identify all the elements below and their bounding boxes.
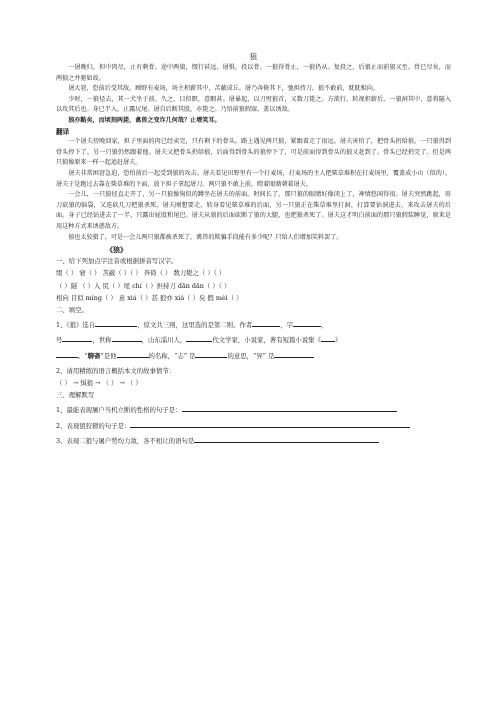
fill-text: 号 (56, 336, 63, 345)
answer-blank[interactable] (112, 334, 142, 342)
fill-text: ，世称 (92, 336, 112, 345)
translation-text (56, 137, 451, 243)
answer-blank[interactable] (117, 350, 149, 358)
section-heading: 一、给下列加点字注音或根据拼音写汉字。 (56, 257, 178, 266)
exercise-section-3 (56, 389, 451, 447)
exercise-section-2 (56, 304, 451, 389)
fill-text: 的名称，“志” 是 (148, 351, 196, 360)
document-title: 狼 (249, 52, 258, 61)
fill-text: 1、《狼》选自 (56, 321, 96, 330)
arrow-icon: → (95, 378, 101, 387)
fill-line (56, 334, 451, 346)
fill-text: 。“ (78, 351, 88, 360)
question-text: 3、表现二狼与屠户势均力敌，各不相让的语句是 (56, 436, 195, 445)
translation-paragraph: 一个屠夫傍晚回家，担子里面的肉已经卖完，只有剩下的骨头。路上遇见两只狼，紧跟着走了很远。屠夫害怕了，把骨头扔给狼。一只狼得到骨头停下了。另一只狼仍然跟着他。屠夫又把骨头扔给狼，后面得到骨头的狼停下了，可是前面得到骨头的狼又赶到了。骨头已经扔完了。但是两只狼像原来一样一起追赶屠夫。 (56, 138, 451, 167)
arrow-icon: → (72, 378, 79, 387)
fill-line (56, 319, 451, 331)
question-text: 2、表现狼狡猾的句子是： (56, 421, 131, 430)
pinyin-row: 相向 目似 míng（ ） 意 xiá（ ）甚 狼亦 xiá（ ）矣 假 mèi（ ） (56, 293, 243, 302)
fill-text: ”是他 (100, 351, 117, 360)
answer-blank[interactable] (95, 319, 137, 327)
arrow-icon: → (119, 378, 125, 387)
question-line (56, 420, 451, 432)
plot-sequence (56, 377, 451, 389)
translation-paragraph: 一会儿，一只狼径直走开了，另一只狼像狗似的蹲坐在屠夫的前面。时间长了，那只狼的眼睛好像闭上了，神情悠闲得很。屠夫突然跳起，用刀砍狼的脑袋，又连砍几刀把狼杀死。屠夫刚想要走，转身看见柴草堆的后面，另一只狼正在柴草堆里打洞，打算要钻洞进去，来攻击屠夫的后面。身子已经钻进去了一半，只露出屁股和尾巴。屠夫从狼的后面砍断了狼的大腿，也把狼杀死了。屠夫这才明白前面的那只狼假装睡觉，原来是用这种方式来诱惑敌方。 (56, 191, 451, 230)
pinyin-row: （ ）隧 （ ）入 尻（ ）尾 chí（ ）担持刀 dān dān（ ）（ ） (56, 281, 231, 290)
translation-paragraph: 狼也太狡猾了，可是一会儿两只狼都被杀死了，禽兽的欺骗手段能有多少呢？只给人们增加笑料罢了。 (68, 233, 343, 241)
answer-blank[interactable] (62, 334, 92, 342)
answer-blank[interactable] (321, 334, 335, 342)
answer-blank[interactable] (274, 350, 314, 358)
exercise-title: 《狼》 (106, 245, 127, 255)
fill-text: 代文学家，小说家，著有短篇小说集《 (212, 336, 321, 345)
original-text (56, 63, 451, 127)
answer-blank[interactable] (195, 350, 227, 358)
fill-text: ，山东淄川人， (141, 336, 187, 345)
translation-paragraph: 屠夫非常困窘急迫，恐怕前后一起受到狼的攻击。屠夫看见田野里有一个打麦场，打麦场的主人把柴草堆积在打麦场里，覆盖成小山（似的）。屠夫于是跑过去靠在柴草堆的下面，放下担子拿起屠刀。两只狼不敢上前，瞪着眼睛朝着屠夫。 (56, 169, 451, 188)
translation-label: 翻译 (56, 127, 70, 136)
section-heading: 二、填空。 (56, 305, 88, 314)
plot-question: 2、请用精练的语言概括本文的故事情节： (56, 366, 176, 375)
exercise-section-1 (56, 255, 451, 304)
fill-text: 的意思，“异” 是 (227, 351, 275, 360)
pinyin-row: 缀（ ） 窘（ ） 苫蔽（ ）（ ） 奔倚（ ） 数刀毙之（ ）（ ） (56, 269, 226, 278)
plot-step: 惧狼 (80, 378, 94, 387)
answer-blank[interactable] (130, 420, 410, 428)
plot-blank[interactable]: （ ） (102, 378, 118, 387)
answer-blank[interactable] (182, 404, 397, 412)
answer-blank[interactable] (194, 435, 379, 443)
question-line (56, 435, 451, 447)
original-paragraph: 一屠晚归，担中肉尽，止有剩骨。途中两狼，缀行甚远。屠惧，投以骨。一狼得骨止，一狼仍从。复投之，后狼止而前狼又至。骨已尽矣，而两狼之并驱如故。 (56, 64, 451, 82)
question-text: 1、最能表现屠户当机立断的性格的句子是： (56, 406, 182, 415)
fill-text: 》 (334, 336, 342, 345)
answer-blank[interactable] (56, 350, 78, 358)
original-paragraph-conclusion: 狼亦黠矣，而顷刻两毙，禽兽之变诈几何哉？止增笑耳。 (68, 116, 221, 124)
fill-text: ，原文共三则，这里选的是第二则。作者 (137, 321, 253, 330)
original-paragraph: 屠大窘，恐前后受其敌。顾野有麦场，场主积薪其中，苫蔽成丘。屠乃奔倚其下，弛担持刀。狼不敢前，眈眈相向。 (68, 85, 379, 93)
answer-blank[interactable] (252, 319, 280, 327)
fill-text: ，字 (280, 321, 294, 330)
section-heading: 三、理解默写 (56, 391, 95, 400)
original-paragraph: 少时，一狼径去，其一犬坐于前。久之，目似瞑，意暇甚。屠暴起，以刀劈狼首，又数刀毙之。方欲行，转视积薪后，一狼洞其中，意将隧入以攻其后也。身已半入，止露尻尾。屠自后断其股，亦毙之。乃悟前狼假寐，盖以诱敌。 (56, 95, 451, 114)
answer-blank[interactable] (293, 319, 321, 327)
document-page (56, 52, 451, 447)
answer-blank[interactable] (186, 334, 212, 342)
question-line (56, 404, 451, 416)
fill-text-bold: 聊斋 (87, 351, 101, 360)
fill-text: ， (321, 321, 328, 330)
fill-line (56, 350, 451, 362)
plot-blank[interactable]: （ ） (126, 378, 142, 387)
plot-blank[interactable]: （ ） (56, 378, 71, 387)
